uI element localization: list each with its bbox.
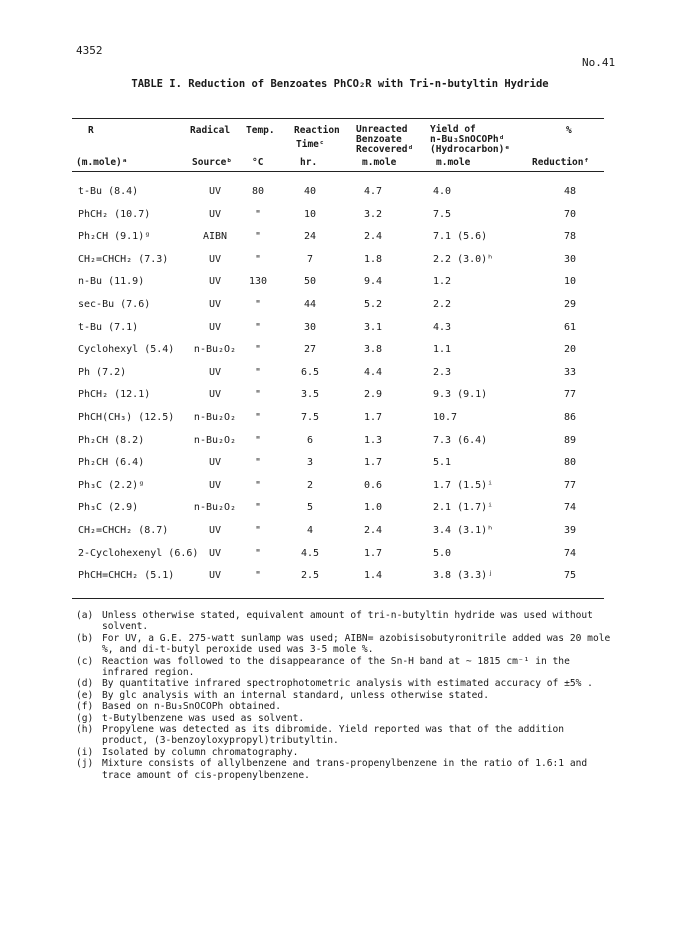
cell-source: UV [208,299,222,310]
table-row [0,525,680,545]
footnote-key: (c) [76,655,94,667]
footnote-text: t-Butylbenzene was used as solvent. [102,712,305,724]
header-yield: Yield of [430,124,476,135]
cell-r: PhCH=CHCH₂ (5.1) [78,570,175,582]
cell-yield: 1.1 [433,344,452,356]
cell-yield: 3.8 (3.3)ʲ [433,570,494,582]
cell-reduction: 29 [563,299,577,310]
table-row [0,435,680,455]
table-row [0,480,680,500]
cell-source: n-Bu₂O₂ [193,344,237,356]
cell-r: PhCH₂ (12.1) [78,389,151,401]
cell-time: 6.5 [300,366,320,378]
table-row [0,502,680,522]
header-reaction: Reaction [294,125,340,136]
footnote-key: (f) [76,701,94,713]
cell-source: UV [208,186,222,197]
header-rule [72,171,604,172]
footnote-text: By quantitative infrared spectrophotometric analysis with estimated accuracy of ±5% . [102,678,593,690]
table-row [0,209,680,229]
cell-unreacted: 0.6 [364,479,383,491]
cell-temp: " [254,525,262,536]
cell-source: UV [208,479,222,491]
cell-reduction: 48 [563,186,577,197]
cell-unreacted: 1.7 [364,547,383,559]
cell-r: CH₂=CHCH₂ (7.3) [78,253,169,265]
footnote-key: (j) [76,758,94,770]
cell-temp: " [254,321,262,333]
cell-temp: " [254,344,262,356]
cell-r: 2-Cyclohexenyl (6.6) [78,547,199,559]
header-r: R [88,125,94,136]
cell-r: Ph₃C (2.9) [78,502,139,514]
table-title: TABLE I. Reduction of Benzoates PhCO₂R with Tri-n-butyltin Hydride [131,78,549,90]
cell-r: CH₂=CHCH₂ (8.7) [78,525,169,536]
table-row [0,548,680,568]
footnote [76,678,616,689]
header-temp: Temp. [246,125,275,136]
cell-unreacted: 1.0 [364,502,383,514]
page-number: 4352 [76,44,103,57]
header-percent: % [566,125,572,136]
cell-time: 3.5 [300,389,320,401]
cell-time: 7.5 [300,412,320,423]
cell-source: UV [208,276,222,288]
cell-source: AIBN [202,231,228,243]
cell-time: 6 [306,434,314,446]
cell-reduction: 33 [563,366,577,378]
cell-unreacted: 3.2 [364,208,383,220]
cell-source: n-Bu₂O₂ [193,412,237,423]
cell-yield: 2.1 (1.7)ⁱ [433,502,494,514]
header-time-unit: hr. [300,157,318,168]
cell-time: 40 [303,186,317,197]
cell-temp: " [254,434,262,446]
cell-time: 44 [303,299,317,310]
cell-unreacted: 9.4 [364,276,383,288]
cell-source: n-Bu₂O₂ [193,434,237,446]
cell-yield: 1.2 [433,276,452,288]
cell-unreacted: 3.8 [364,344,383,356]
cell-unreacted: 2.9 [364,389,383,401]
cell-temp: " [254,366,262,378]
cell-time: 4 [306,525,314,536]
cell-time: 24 [303,231,317,243]
cell-source: UV [208,389,222,401]
header-unreacted: Unreacted [356,124,408,135]
table-row [0,570,680,590]
cell-unreacted: 1.7 [364,457,383,469]
footnote-text: Unless otherwise stated, equivalent amount of tri-n-butyltin hydride was used without solvent. [102,610,593,633]
cell-reduction: 61 [563,321,577,333]
cell-source: UV [208,366,222,378]
cell-reduction: 78 [563,231,577,243]
table-row [0,276,680,296]
cell-temp: " [254,479,262,491]
cell-temp: " [254,570,262,582]
cell-source: UV [208,570,222,582]
cell-time: 27 [303,344,317,356]
cell-unreacted: 1.3 [364,434,383,446]
cell-yield: 2.3 [433,366,452,378]
footnote-text: Reaction was followed to the disappearance of the Sn-H band at ~ 1815 cm⁻¹ in the infrared region. [102,655,570,679]
cell-yield: 7.3 (6.4) [433,434,488,446]
footnote [76,724,616,747]
cell-unreacted: 1.4 [364,570,383,582]
cell-r: Ph (7.2) [78,366,127,378]
footnote-key: (i) [76,746,94,758]
header-source: Sourceᵇ [192,157,233,168]
cell-temp: " [254,457,262,469]
footnote-text: By glc analysis with an internal standard, unless otherwise stated. [102,689,489,701]
cell-yield: 9.3 (9.1) [433,389,488,401]
cell-reduction: 80 [563,457,577,469]
header-r-mmole: (m.mole)ᵃ [76,157,128,168]
cell-reduction: 86 [563,412,577,423]
cell-yield: 2.2 [433,299,452,310]
cell-yield: 7.1 (5.6) [433,231,488,243]
cell-reduction: 74 [563,547,577,559]
cell-temp: 130 [248,276,268,288]
cell-temp: " [254,412,262,423]
cell-unreacted: 2.4 [364,231,383,243]
header-reduction: Reductionᶠ [532,157,590,168]
cell-r: sec-Bu (7.6) [78,299,151,310]
cell-reduction: 30 [563,253,577,265]
header-time: Timeᶜ [296,139,325,150]
cell-temp: " [254,547,262,559]
footnote-text: Propylene was detected as its dibromide. Yield reported was that of the addition product, (3-benzoyloxypropyl)tributyltin. [102,724,565,747]
cell-source: n-Bu₂O₂ [193,502,237,514]
cell-reduction: 77 [563,479,577,491]
cell-temp: " [254,208,262,220]
header-unreacted-unit: m.mole [362,157,397,168]
cell-r: t-Bu (7.1) [78,321,139,333]
cell-yield: 7.5 [433,208,452,220]
table-row [0,322,680,342]
cell-yield: 3.4 (3.1)ʰ [433,525,494,536]
footnote-key: (g) [76,712,94,724]
cell-reduction: 74 [563,502,577,514]
cell-temp: 80 [251,186,265,197]
footnote-key: (h) [76,724,94,736]
footnote-text: Mixture consists of allylbenzene and trans-propenylbenzene in the ratio of 1.6:1 and trace amount of cis-propenylbenzene. [102,758,588,781]
footnote [76,633,616,656]
table-row [0,412,680,432]
footnote [76,610,616,633]
cell-r: Ph₂CH (8.2) [78,434,145,446]
table-row [0,186,680,206]
table-row [0,231,680,251]
cell-temp: " [254,231,262,243]
cell-r: PhCH₂ (10.7) [78,208,151,220]
cell-reduction: 20 [563,344,577,356]
cell-time: 2 [306,479,314,491]
table-row [0,389,680,409]
cell-time: 3 [306,457,314,469]
footnote-text: Based on n-Bu₃SnOCOPh obtained. [102,701,282,713]
cell-time: 50 [303,276,317,288]
cell-yield: 4.0 [433,186,452,197]
header-yield-product: n-Bu₃SnOCOPhᵈ [430,134,505,145]
cell-r: Ph₂CH (6.4) [78,457,145,469]
cell-r: t-Bu (8.4) [78,186,139,197]
footnote-key: (b) [76,632,94,644]
header-benzoate: Benzoate [356,134,402,145]
cell-temp: " [254,299,262,310]
cell-r: Ph₃C (2.2)ᵍ [78,479,145,491]
cell-temp: " [254,502,262,514]
header-radical: Radical [190,125,231,136]
table-row [0,299,680,319]
cell-r: Cyclohexyl (5.4) [78,344,175,356]
table-bottom-rule [72,598,604,599]
cell-yield: 5.0 [433,547,452,559]
cell-unreacted: 3.1 [364,321,383,333]
footnote [76,656,616,679]
footnote-key: (e) [76,689,94,701]
journal-issue-label: No.41 [582,56,616,69]
cell-r: PhCH(CH₃) (12.5) [78,412,175,423]
footnote-text: For UV, a G.E. 275-watt sunlamp was used; AIBN= azobisisobutyronitrile added was 20 mole %, and di-t-butyl peroxide used was 3-5 mole %. [102,632,611,656]
header-yield-unit: m.mole [436,157,471,168]
cell-source: UV [208,208,222,220]
cell-time: 10 [303,208,317,220]
cell-yield: 4.3 [433,321,452,333]
header-recovered: Recoveredᵈ [356,144,414,155]
cell-unreacted: 1.8 [364,253,383,265]
cell-reduction: 70 [563,208,577,220]
footnote-key: (d) [76,678,94,690]
header-yield-hydrocarbon: (Hydrocarbon)ᵉ [430,144,511,155]
cell-time: 7 [306,253,314,265]
cell-yield: 2.2 (3.0)ʰ [433,253,494,265]
cell-time: 30 [303,321,317,333]
footnote-text: Isolated by column chromatography. [102,746,299,758]
footnote [76,747,616,758]
cell-reduction: 75 [563,570,577,582]
cell-r: Ph₂CH (9.1)ᵍ [78,231,151,243]
cell-yield: 1.7 (1.5)ⁱ [433,479,494,491]
footnotes [76,610,616,781]
cell-reduction: 77 [563,389,577,401]
cell-unreacted: 4.7 [364,186,383,197]
footnote-key: (a) [76,610,94,621]
cell-unreacted: 2.4 [364,525,383,536]
cell-temp: " [254,253,262,265]
footnote [76,713,616,724]
cell-source: UV [208,547,222,559]
cell-temp: " [254,389,262,401]
cell-reduction: 39 [563,525,577,536]
cell-source: UV [208,253,222,265]
footnote [76,690,616,701]
cell-r: n-Bu (11.9) [78,276,145,288]
cell-yield: 10.7 [433,412,458,423]
cell-reduction: 10 [563,276,577,288]
cell-time: 2.5 [300,570,320,582]
cell-unreacted: 4.4 [364,366,383,378]
cell-yield: 5.1 [433,457,452,469]
cell-source: UV [208,525,222,536]
table-row [0,254,680,274]
table-row [0,367,680,387]
cell-reduction: 89 [563,434,577,446]
cell-time: 5 [306,502,314,514]
cell-source: UV [208,457,222,469]
table-row [0,344,680,364]
cell-unreacted: 5.2 [364,299,383,310]
table-row [0,457,680,477]
footnote [76,701,616,712]
footnote [76,758,616,781]
cell-source: UV [208,321,222,333]
table-top-rule [72,118,604,119]
header-temp-unit: °C [252,157,264,168]
cell-unreacted: 1.7 [364,412,383,423]
cell-time: 4.5 [300,547,320,559]
